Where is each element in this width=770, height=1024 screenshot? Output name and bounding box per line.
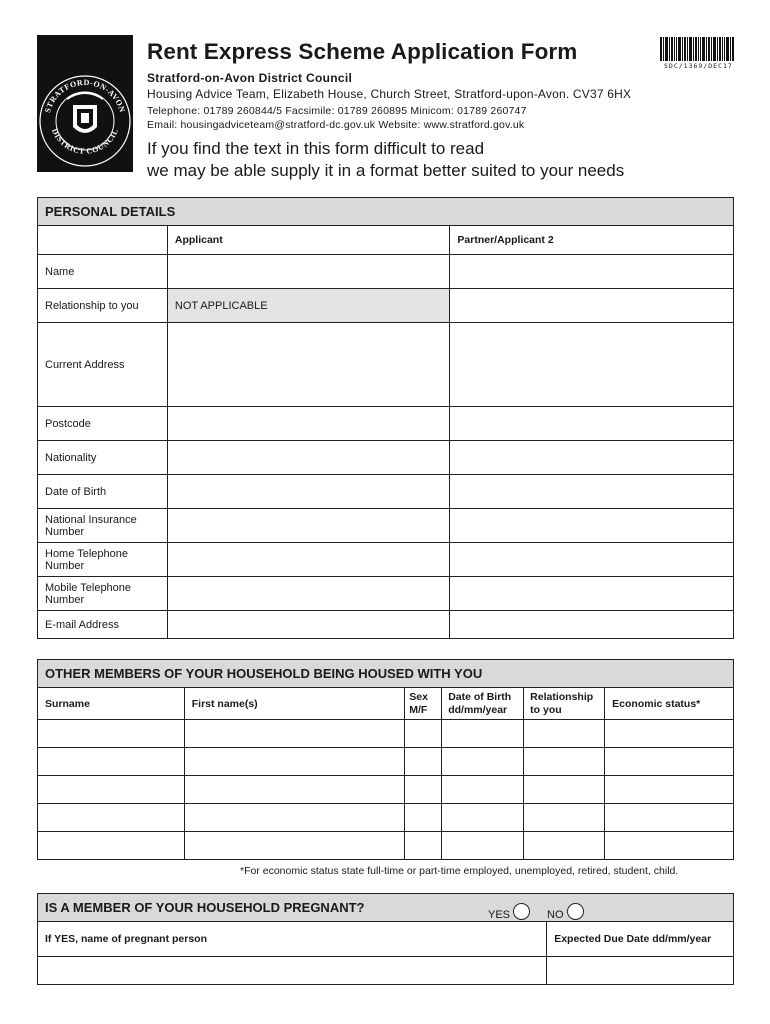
no-option[interactable] [547, 903, 584, 921]
surname-cell[interactable] [38, 720, 185, 748]
barcode [660, 37, 734, 61]
logo-text-top: STRATFORD-ON-AVON [43, 77, 127, 114]
applicant-postcode-field[interactable] [167, 407, 450, 441]
row-label-relationship: Relationship to you [38, 289, 168, 323]
relationship-header: Relationship to you [524, 688, 605, 720]
row-label-nationality: Nationality [38, 441, 168, 475]
row-label-postcode: Postcode [38, 407, 168, 441]
council-address: Housing Advice Team, Elizabeth House, Church Street, Stratford-upon-Avon. CV37 6HX [147, 87, 632, 101]
economic-status-cell[interactable] [605, 804, 734, 832]
partner-relationship-field[interactable] [450, 289, 734, 323]
council-logo [37, 35, 133, 172]
partner-email-field[interactable] [450, 611, 734, 639]
contact-phone-line: Telephone: 01789 260844/5 Facsimile: 01789 260895 Minicom: 01789 260747 [147, 105, 527, 117]
sex-cell[interactable] [405, 748, 442, 776]
logo-text-bottom: DISTRICT COUNCIL [49, 127, 121, 156]
personal-details-heading: PERSONAL DETAILS [38, 198, 734, 226]
council-name: Stratford-on-Avon District Council [147, 71, 353, 85]
sex-cell[interactable] [405, 832, 442, 860]
applicant-column-header: Applicant [167, 226, 450, 255]
sex-cell[interactable] [405, 720, 442, 748]
pregnant-person-label: If YES, name of pregnant person [38, 922, 547, 957]
yes-radio[interactable] [513, 903, 530, 920]
first-name-cell[interactable] [184, 832, 405, 860]
applicant-dob-field[interactable] [167, 475, 450, 509]
sex-cell[interactable] [405, 776, 442, 804]
relationship-cell[interactable] [524, 804, 605, 832]
dob-cell[interactable] [442, 804, 524, 832]
partner-name-field[interactable] [450, 255, 734, 289]
dob-cell[interactable] [442, 832, 524, 860]
table-row [38, 748, 734, 776]
partner-home-phone-field[interactable] [450, 543, 734, 577]
partner-dob-field[interactable] [450, 475, 734, 509]
dob-header: Date of Birth dd/mm/year [442, 688, 524, 720]
pregnancy-heading: IS A MEMBER OF YOUR HOUSEHOLD PREGNANT? [45, 900, 365, 915]
relationship-cell[interactable] [524, 748, 605, 776]
sex-cell[interactable] [405, 804, 442, 832]
surname-cell[interactable] [38, 804, 185, 832]
surname-cell[interactable] [38, 776, 185, 804]
surname-cell[interactable] [38, 832, 185, 860]
row-label-address: Current Address [38, 323, 168, 407]
relationship-cell[interactable] [524, 776, 605, 804]
surname-cell[interactable] [38, 748, 185, 776]
sex-header: Sex M/F [405, 688, 442, 720]
household-members-table [37, 659, 734, 860]
pregnancy-table [37, 893, 734, 985]
row-label-dob: Date of Birth [38, 475, 168, 509]
dob-cell[interactable] [442, 748, 524, 776]
economic-status-header: Economic status* [605, 688, 734, 720]
partner-mobile-field[interactable] [450, 577, 734, 611]
economic-status-cell[interactable] [605, 720, 734, 748]
partner-address-field[interactable] [450, 323, 734, 407]
yes-label: YES [488, 909, 511, 921]
first-name-cell[interactable] [184, 720, 405, 748]
accessibility-line-2: we may be able supply it in a format better suited to your needs [147, 161, 625, 180]
economic-status-footnote: *For economic status state full-time or part-time employed, unemployed, retired, student, child. [240, 865, 679, 877]
economic-status-cell[interactable] [605, 776, 734, 804]
row-label-email: E-mail Address [38, 611, 168, 639]
table-row [38, 832, 734, 860]
row-label-name: Name [38, 255, 168, 289]
dob-cell[interactable] [442, 720, 524, 748]
due-date-label: Expected Due Date dd/mm/year [547, 922, 734, 957]
contact-email-line: Email: housingadviceteam@stratford-dc.gov.uk Website: www.stratford.gov.uk [147, 119, 525, 131]
relationship-cell[interactable] [524, 720, 605, 748]
first-name-header: First name(s) [184, 688, 405, 720]
applicant-mobile-field[interactable] [167, 577, 450, 611]
pregnancy-heading-row [38, 894, 734, 922]
partner-ni-field[interactable] [450, 509, 734, 543]
table-row [38, 776, 734, 804]
economic-status-cell[interactable] [605, 832, 734, 860]
accessibility-line-1: If you find the text in this form difficult to read [147, 139, 485, 158]
pregnant-person-field[interactable] [38, 957, 547, 985]
no-radio[interactable] [567, 903, 584, 920]
household-heading: OTHER MEMBERS OF YOUR HOUSEHOLD BEING HOUSED WITH YOU [38, 660, 734, 688]
applicant-email-field[interactable] [167, 611, 450, 639]
economic-status-cell[interactable] [605, 748, 734, 776]
first-name-cell[interactable] [184, 776, 405, 804]
first-name-cell[interactable] [184, 804, 405, 832]
row-label-mobile: Mobile Telephone Number [38, 577, 168, 611]
row-label-ni-number: National Insurance Number [38, 509, 168, 543]
table-row [38, 804, 734, 832]
applicant-nationality-field[interactable] [167, 441, 450, 475]
relationship-cell[interactable] [524, 832, 605, 860]
partner-nationality-field[interactable] [450, 441, 734, 475]
applicant-name-field[interactable] [167, 255, 450, 289]
form-code: SDC/1369/DEC17 [664, 62, 733, 70]
partner-column-header: Partner/Applicant 2 [450, 226, 734, 255]
first-name-cell[interactable] [184, 748, 405, 776]
page-title: Rent Express Scheme Application Form [147, 39, 578, 64]
applicant-ni-field[interactable] [167, 509, 450, 543]
table-row [38, 720, 734, 748]
dob-cell[interactable] [442, 776, 524, 804]
surname-header: Surname [38, 688, 185, 720]
applicant-relationship-na: NOT APPLICABLE [167, 289, 450, 323]
corner-cell [38, 226, 168, 255]
applicant-home-phone-field[interactable] [167, 543, 450, 577]
yes-option[interactable] [488, 903, 530, 921]
accessibility-notice [147, 138, 624, 182]
applicant-address-field[interactable] [167, 323, 450, 407]
personal-details-table [37, 197, 734, 639]
no-label: NO [547, 909, 564, 921]
due-date-field[interactable] [547, 957, 734, 985]
row-label-home-phone: Home Telephone Number [38, 543, 168, 577]
partner-postcode-field[interactable] [450, 407, 734, 441]
